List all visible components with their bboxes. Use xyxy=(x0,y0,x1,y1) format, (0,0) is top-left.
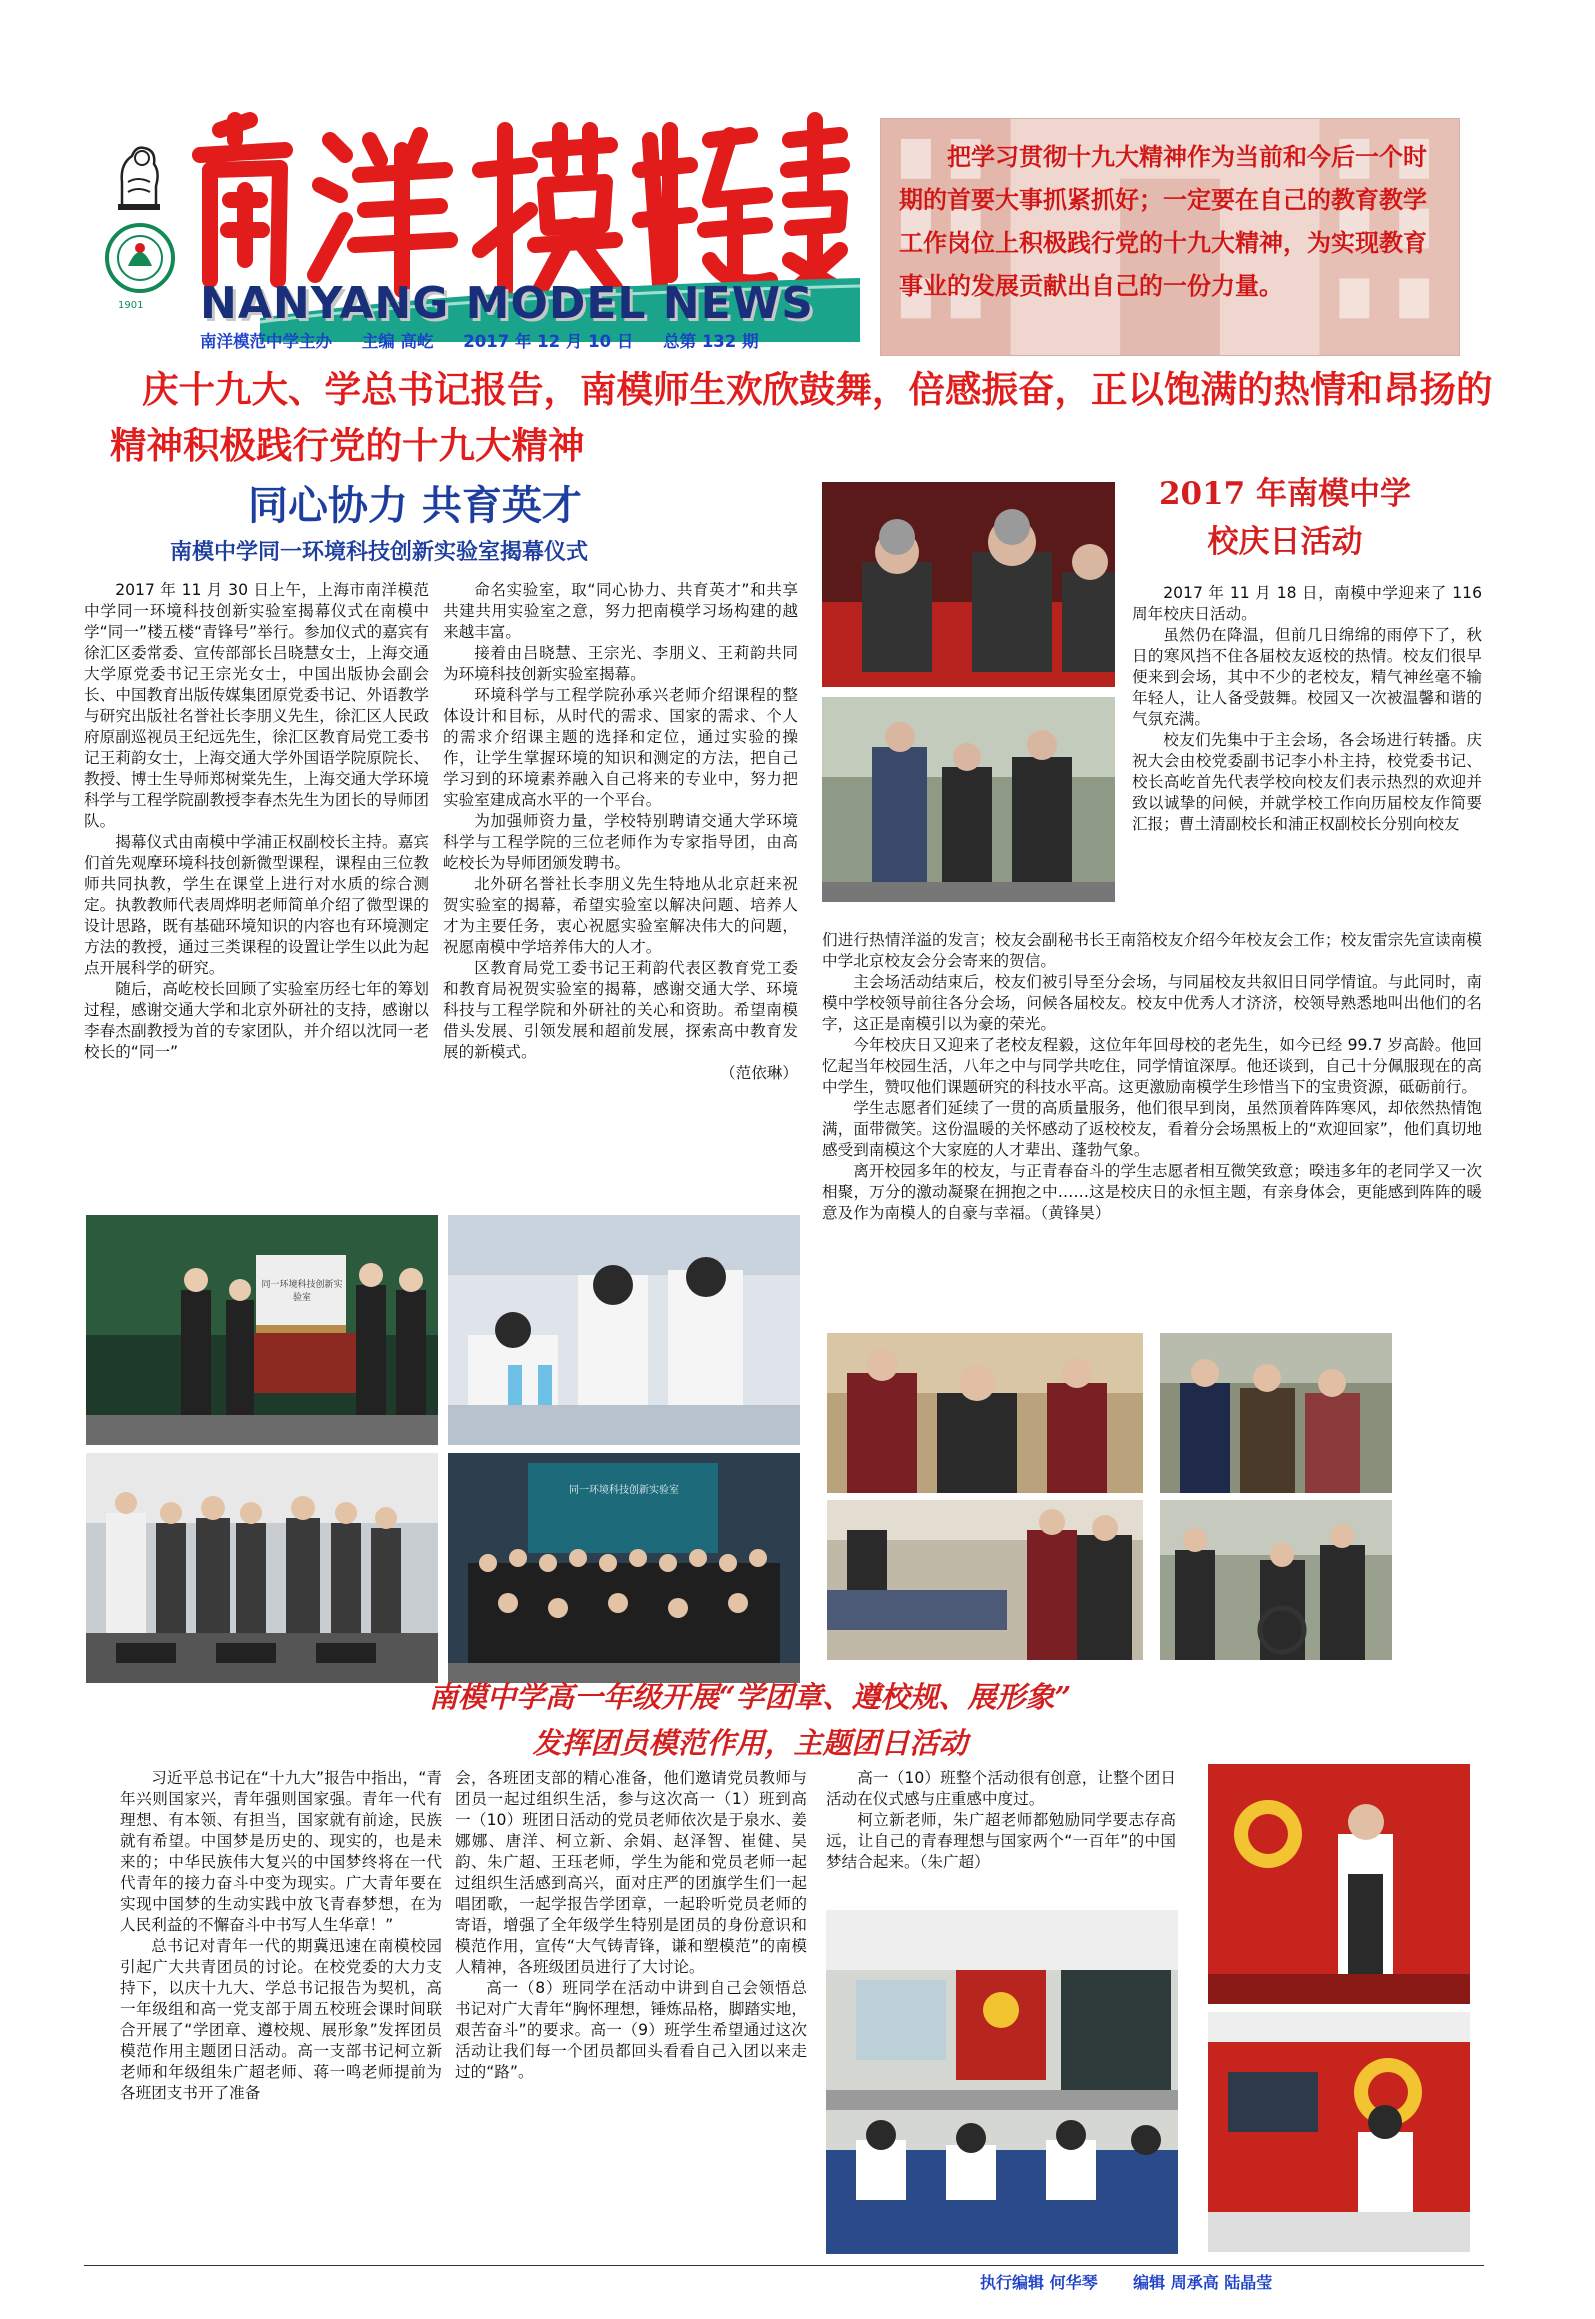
photo-lab-tour xyxy=(86,1453,438,1683)
paragraph: 离开校园多年的校友，与正青春奋斗的学生志愿者相互微笑致意；暌违多年的老同学又一次相聚，万分的激动凝聚在拥抱之中……这是校庆日的永恒主题，有亲身体会，更能感到阵阵的暖意及作为南模人的自豪与幸福。（黄锋昊） xyxy=(822,1162,1482,1222)
photo-teacher-speaking xyxy=(1208,1764,1470,2004)
article3-column3 xyxy=(826,1768,1176,1898)
lion-emblem-icon xyxy=(114,142,164,212)
article2-title-line1: 2017 年南模中学 xyxy=(1158,476,1412,512)
article1-subtitle: 南模中学同一环境科技创新实验室揭幕仪式 xyxy=(170,540,589,565)
paragraph: 命名实验室，取“同心协力、共育英才”和共享共建共用实验室之意，努力把南模学习场构建的越来越丰富。 xyxy=(443,581,798,641)
paragraph: 柯立新老师，朱广超老师都勉励同学要志存高远，让自己的青春理想与国家两个“一百年”的中国梦结合起来。（朱广超） xyxy=(826,1811,1176,1871)
paragraph: 高一（8）班同学在活动中讲到自己会领悟总书记对广大青年“胸怀理想，锤炼品格，脚踏实地，艰苦奋斗”的要求。高一（9）班学生希望通过这次活动让我们每一个团员都回头看看自己入团以来走过的“路”。 xyxy=(455,1979,807,2081)
article3-title-line2: 发挥团员模范作用，主题团日活动 xyxy=(532,1726,968,1760)
paragraph: 随后，高屹校长回顾了实验室历经七年的筹划过程，感谢交通大学和北京外研社的支持，感谢以李春杰副教授为首的专家团队，并介绍以沈同一老校长的“同一” xyxy=(84,980,429,1061)
paragraph: 习近平总书记在“十九大”报告中指出，“青年兴则国家兴，青年强则国家强。青年一代有理想、有本领、有担当，国家就有前途，民族就有希望。中国梦是历史的、现实的，也是未来的；中华民族伟大复兴的中国梦终将在一代代青年的接力奋斗中变为现实。广大青年要在实现中国梦的生动实践中放飞青春梦想，在为人民利益的不懈奋斗中书写人生华章！” xyxy=(120,1769,442,1934)
quote-box xyxy=(880,118,1460,356)
footer-rule xyxy=(84,2265,1484,2266)
screen-label: 同一环境科技创新实验室 xyxy=(569,1485,679,1496)
photo-students-with-alumni xyxy=(1160,1333,1392,1493)
article3-title xyxy=(300,1674,1200,1766)
paragraph: 环境科学与工程学院孙承兴老师介绍课程的整体设计和目标，从时代的需求、国家的需求、个人的需求介绍课主题的选择和定位，通过实验的操作，让学生掌握环境的知识和测定的方法，把自己学习到的环境素养融入自己将来的专业中，努力把实验室建成高水平的一个平台。 xyxy=(443,686,798,809)
paragraph: 区教育局党工委书记王莉韵代表区教育党工委和教育局祝贺实验室的揭幕，感谢交通大学、环境科技与工程学院和外研社的关心和资助。希望南模借头发展、引领发展和超前发展，探索高中教育发展的新模式。 xyxy=(443,959,798,1061)
issue-editor: 主编 高屹 xyxy=(361,332,434,351)
byline: （范依琳） xyxy=(720,1064,798,1082)
main-headline: 庆十九大、学总书记报告，南模师生欢欣鼓舞，倍感振奋，正以饱满的热情和昂扬的精神积极践行党的十九大精神 xyxy=(110,368,1493,467)
article1-column2 xyxy=(443,580,798,1210)
article2-title-line2: 校庆日活动 xyxy=(1207,524,1363,560)
paragraph: 们进行热情洋溢的发言；校友会副秘书长王南箔校友介绍今年校友会工作；校友雷宗先宣读南模中学北京校友会分会寄来的贺信。 xyxy=(822,931,1482,970)
paragraph: 主会场活动结束后，校友们被引导至分会场，与同届校友共叙旧日同学情谊。与此同时，南模中学校领导前往各分会场，问候各届校友。校友中优秀人才济济，校领导熟悉地叫出他们的名字，这正是南模引以为豪的荣光。 xyxy=(822,973,1482,1033)
photo-book-table xyxy=(827,1500,1143,1660)
paragraph: 为加强师资力量，学校特别聘请交通大学环境科学与工程学院的三位老师作为专家指导团，由高屹校长为导师团颁发聘书。 xyxy=(443,812,798,872)
paragraph: 会，各班团支部的精心准备，他们邀请党员教师与团员一起过组织生活，参与这次高一（1）班到高一（10）班团日活动的党员老师依次是于泉水、姜娜娜、唐洋、柯立新、余娟、赵泽智、崔健、吴韵、朱广超、王珏老师，学生为能和党员老师一起过组织生活感到高兴，面对庄严的团旗学生们一起唱团歌，一起学报告学团章，一起聆听党员老师的寄语，增强了全年级学生特别是团员的身份意识和模范作用，宣传“大气铸青锋，谦和塑模范”的南模人精神，各班级团员进行了大讨论。 xyxy=(455,1769,807,1976)
school-seal-icon xyxy=(104,218,176,302)
article3-column2 xyxy=(455,1768,807,2258)
issue-sponsor: 南洋模范中学主办 xyxy=(200,332,332,351)
article1-title: 同心协力 共育英才 xyxy=(248,483,582,529)
issue-date: 2017 年 12 月 10 日 xyxy=(463,332,634,351)
exec-editor-credit: 执行编辑 何华琴 xyxy=(980,2273,1098,2292)
paragraph: 2017 年 11 月 18 日，南模中学迎来了 116 周年校庆日活动。 xyxy=(1132,584,1482,623)
photo-alumni-greeting xyxy=(822,697,1115,902)
photo-alumni-audience xyxy=(822,482,1115,687)
masthead-calligraphy-logo xyxy=(190,110,850,300)
paragraph: 接着由吕晓慧、王宗光、李朋义、王莉韵共同为环境科技创新实验室揭幕。 xyxy=(443,644,798,683)
paragraph: 高一（10）班整个活动很有创意，让整个团日活动在仪式感与庄重感中度过。 xyxy=(826,1769,1176,1808)
plaque-label: 同一环境科技创新实验室 xyxy=(261,1280,343,1303)
article3-column1 xyxy=(120,1768,442,2258)
photo-student-speaking xyxy=(1208,2012,1470,2252)
paragraph: 虽然仍在降温，但前几日绵绵的雨停下了，秋日的寒风挡不住各届校友返校的热情。校友们很早便来到会场，其中不少的老校友，精气神丝毫不输年轻人，让人备受鼓舞。校园又一次被温馨和谐的气氛充满。 xyxy=(1132,626,1482,728)
photo-unveiling-ceremony xyxy=(86,1215,438,1445)
paragraph: 2017 年 11 月 30 日上午，上海市南洋模范中学同一环境科技创新实验室揭幕仪式在南模中学“同一”楼五楼“青锋号”举行。参加仪式的嘉宾有徐汇区委常委、宣传部部长吕晓慧女士，上海交通大学原党委书记王宗光女士，中国出版协会副会长、中国教育出版传媒集团原党委书记、外语教学与研究出版社名誉社长李朋义先生，徐汇区人民政府原副巡视员王纪远先生，徐汇区教育局党工委书记王莉韵女士，上海交通大学外国语学院原院长、教授、博士生导师郑树棠先生，上海交通大学环境科学与工程学院副教授李春杰先生为团长的导师团队。 xyxy=(84,581,429,830)
paragraph: 今年校庆日又迎来了老校友程毅，这位年年回母校的老先生，如今已经 99.7 岁高龄。他回忆起当年校园生活，八年之中与同学共吃住，同学情谊深厚。他还谈到，自己十分佩服现在的高中学生，赞叹他们课题研究的科技水平高。这更激励南模学生珍惜当下的宝贵资源，砥砺前行。 xyxy=(822,1036,1482,1096)
footer-credits xyxy=(980,2270,1302,2293)
photo-classroom-meeting xyxy=(826,1910,1178,2254)
article2-title xyxy=(1130,470,1440,566)
photo-wheelchair-alumnus xyxy=(1160,1500,1392,1660)
paragraph: 学生志愿者们延续了一贯的高质量服务，他们很早到岗，虽然顶着阵阵寒风，却依然热情饱满，面带微笑。这份温暖的关怀感动了返校校友，看着分会场黑板上的“欢迎回家”，他们真切地感受到南模这个大家庭的人才辈出、蓬勃气象。 xyxy=(822,1099,1482,1159)
quote-text: 把学习贯彻十九大精神作为当前和今后一个时期的首要大事抓紧抓好；一定要在自己的教育教学工作岗位上积极践行党的十九大精神，为实现教育事业的发展贡献出自己的一份力量。 xyxy=(899,142,1427,300)
article3-title-line1: 南模中学高一年级开展“学团章、遵校规、展形象” xyxy=(428,1680,1072,1714)
article2-wide-column xyxy=(822,930,1482,1330)
masthead xyxy=(100,110,860,365)
photo-students-lab xyxy=(448,1215,800,1445)
photo-volunteers-welcome xyxy=(827,1333,1143,1493)
issue-info xyxy=(200,328,880,352)
paragraph: 揭幕仪式由南模中学浦正权副校长主持。嘉宾们首先观摩环境科技创新微型课程，课程由三位教师共同执教，学生在课堂上进行对水质的综合测定。执教教师代表周烨明老师简单介绍了微型课的设计思路，既有基础环境知识的内容也有环境测定方法的教授，通过三类课程的设置让学生以此为起点开展科学的研究。 xyxy=(84,833,429,977)
seal-year: 1901 xyxy=(118,300,144,311)
masthead-title-en: NANYANG MODEL NEWS xyxy=(200,278,814,329)
school-logo xyxy=(100,142,178,311)
article2-narrow-column xyxy=(1132,583,1482,927)
paragraph: 总书记对青年一代的期冀迅速在南模校园引起广大共青团员的讨论。在校党委的大力支持下，以庆十九大、学总书记报告为契机，高一年级组和高一党支部于周五校班会课时间联合开展了“学团章、遵校规、展形象”发挥团员模范作用主题团日活动。高一支部书记柯立新老师和年级组朱广超老师、蒋一鸣老师提前为各班团支书开了准备 xyxy=(120,1937,442,2102)
issue-number: 总第 132 期 xyxy=(663,332,759,351)
photo-group-picture xyxy=(448,1453,800,1683)
paragraph: 北外研名誉社长李朋义先生特地从北京赶来祝贺实验室的揭幕，希望实验室以解决问题、培养人才为主要任务，衷心祝愿实验室解决伟大的问题，祝愿南模中学培养伟大的人才。 xyxy=(443,875,798,956)
article1-column1 xyxy=(84,580,429,1210)
paragraph: 校友们先集中于主会场，各会场进行转播。庆祝大会由校党委副书记李小朴主持，校党委书记、校长高屹首先代表学校向校友们表示热烈的欢迎并致以诚挚的问候，并就学校工作向历届校友作简要汇报；曹土清副校长和浦正权副校长分别向校友 xyxy=(1132,731,1482,833)
editors-credit: 编辑 周承高 陆晶莹 xyxy=(1133,2273,1273,2292)
